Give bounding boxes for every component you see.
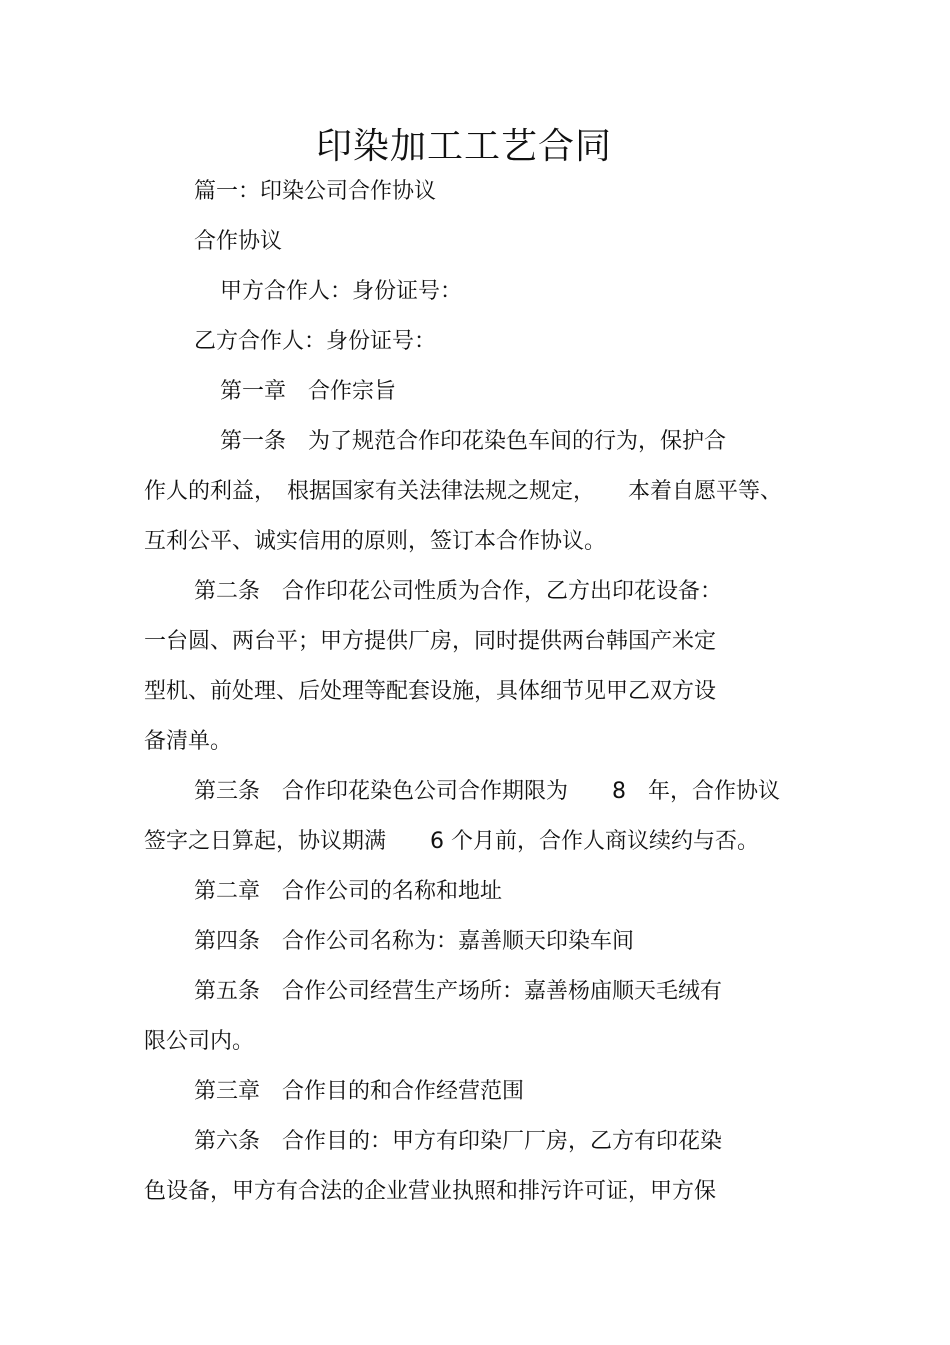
line-section-heading: 篇一：印染公司合作协议: [194, 179, 437, 204]
line-party-a: 甲方合作人：身份证号：: [220, 279, 463, 304]
line-article-2-b: 一台圆、两台平；甲方提供厂房，同时提供两台韩国产米定: [144, 629, 717, 654]
line-article-1-b: 作人的利益， 根据国家有关法律法规之规定， 本着自愿平等、: [144, 479, 783, 504]
line-chapter-2: 第二章 合作公司的名称和地址: [194, 879, 503, 904]
line-article-5-b: 限公司内。: [144, 1029, 255, 1054]
line-article-6-b: 色设备，甲方有合法的企业营业执照和排污许可证，甲方保: [144, 1179, 717, 1204]
line-article-5-a: 第五条 合作公司经营生产场所：嘉善杨庙顺天毛绒有: [194, 979, 723, 1004]
line-chapter-3: 第三章 合作目的和合作经营范围: [194, 1079, 525, 1104]
line-article-2-a: 第二条 合作印花公司性质为合作，乙方出印花设备：: [194, 579, 723, 604]
line-chapter-1: 第一章 合作宗旨: [220, 379, 397, 404]
line-agreement-heading: 合作协议: [194, 229, 283, 254]
line-article-1-c: 互利公平、诚实信用的原则，签订本合作协议。: [144, 529, 607, 554]
line-article-4: 第四条 合作公司名称为：嘉善顺天印染车间: [194, 929, 635, 954]
line-article-1-a: 第一条 为了规范合作印花染色车间的行为，保护合: [220, 429, 727, 454]
line-article-2-c: 型机、前处理、后处理等配套设施，具体细节见甲乙双方设: [144, 679, 717, 704]
line-article-3-a: 第三条 合作印花染色公司合作期限为 8 年，合作协议: [194, 779, 780, 804]
line-article-2-d: 备清单。: [144, 729, 233, 754]
line-article-6-a: 第六条 合作目的：甲方有印染厂厂房，乙方有印花染: [194, 1129, 723, 1154]
line-party-b: 乙方合作人：身份证号：: [194, 329, 437, 354]
line-article-3-b: 签字之日算起，协议期满 6 个月前，合作人商议续约与否。: [144, 829, 759, 854]
document-title: 印染加工工艺合同: [315, 126, 612, 167]
